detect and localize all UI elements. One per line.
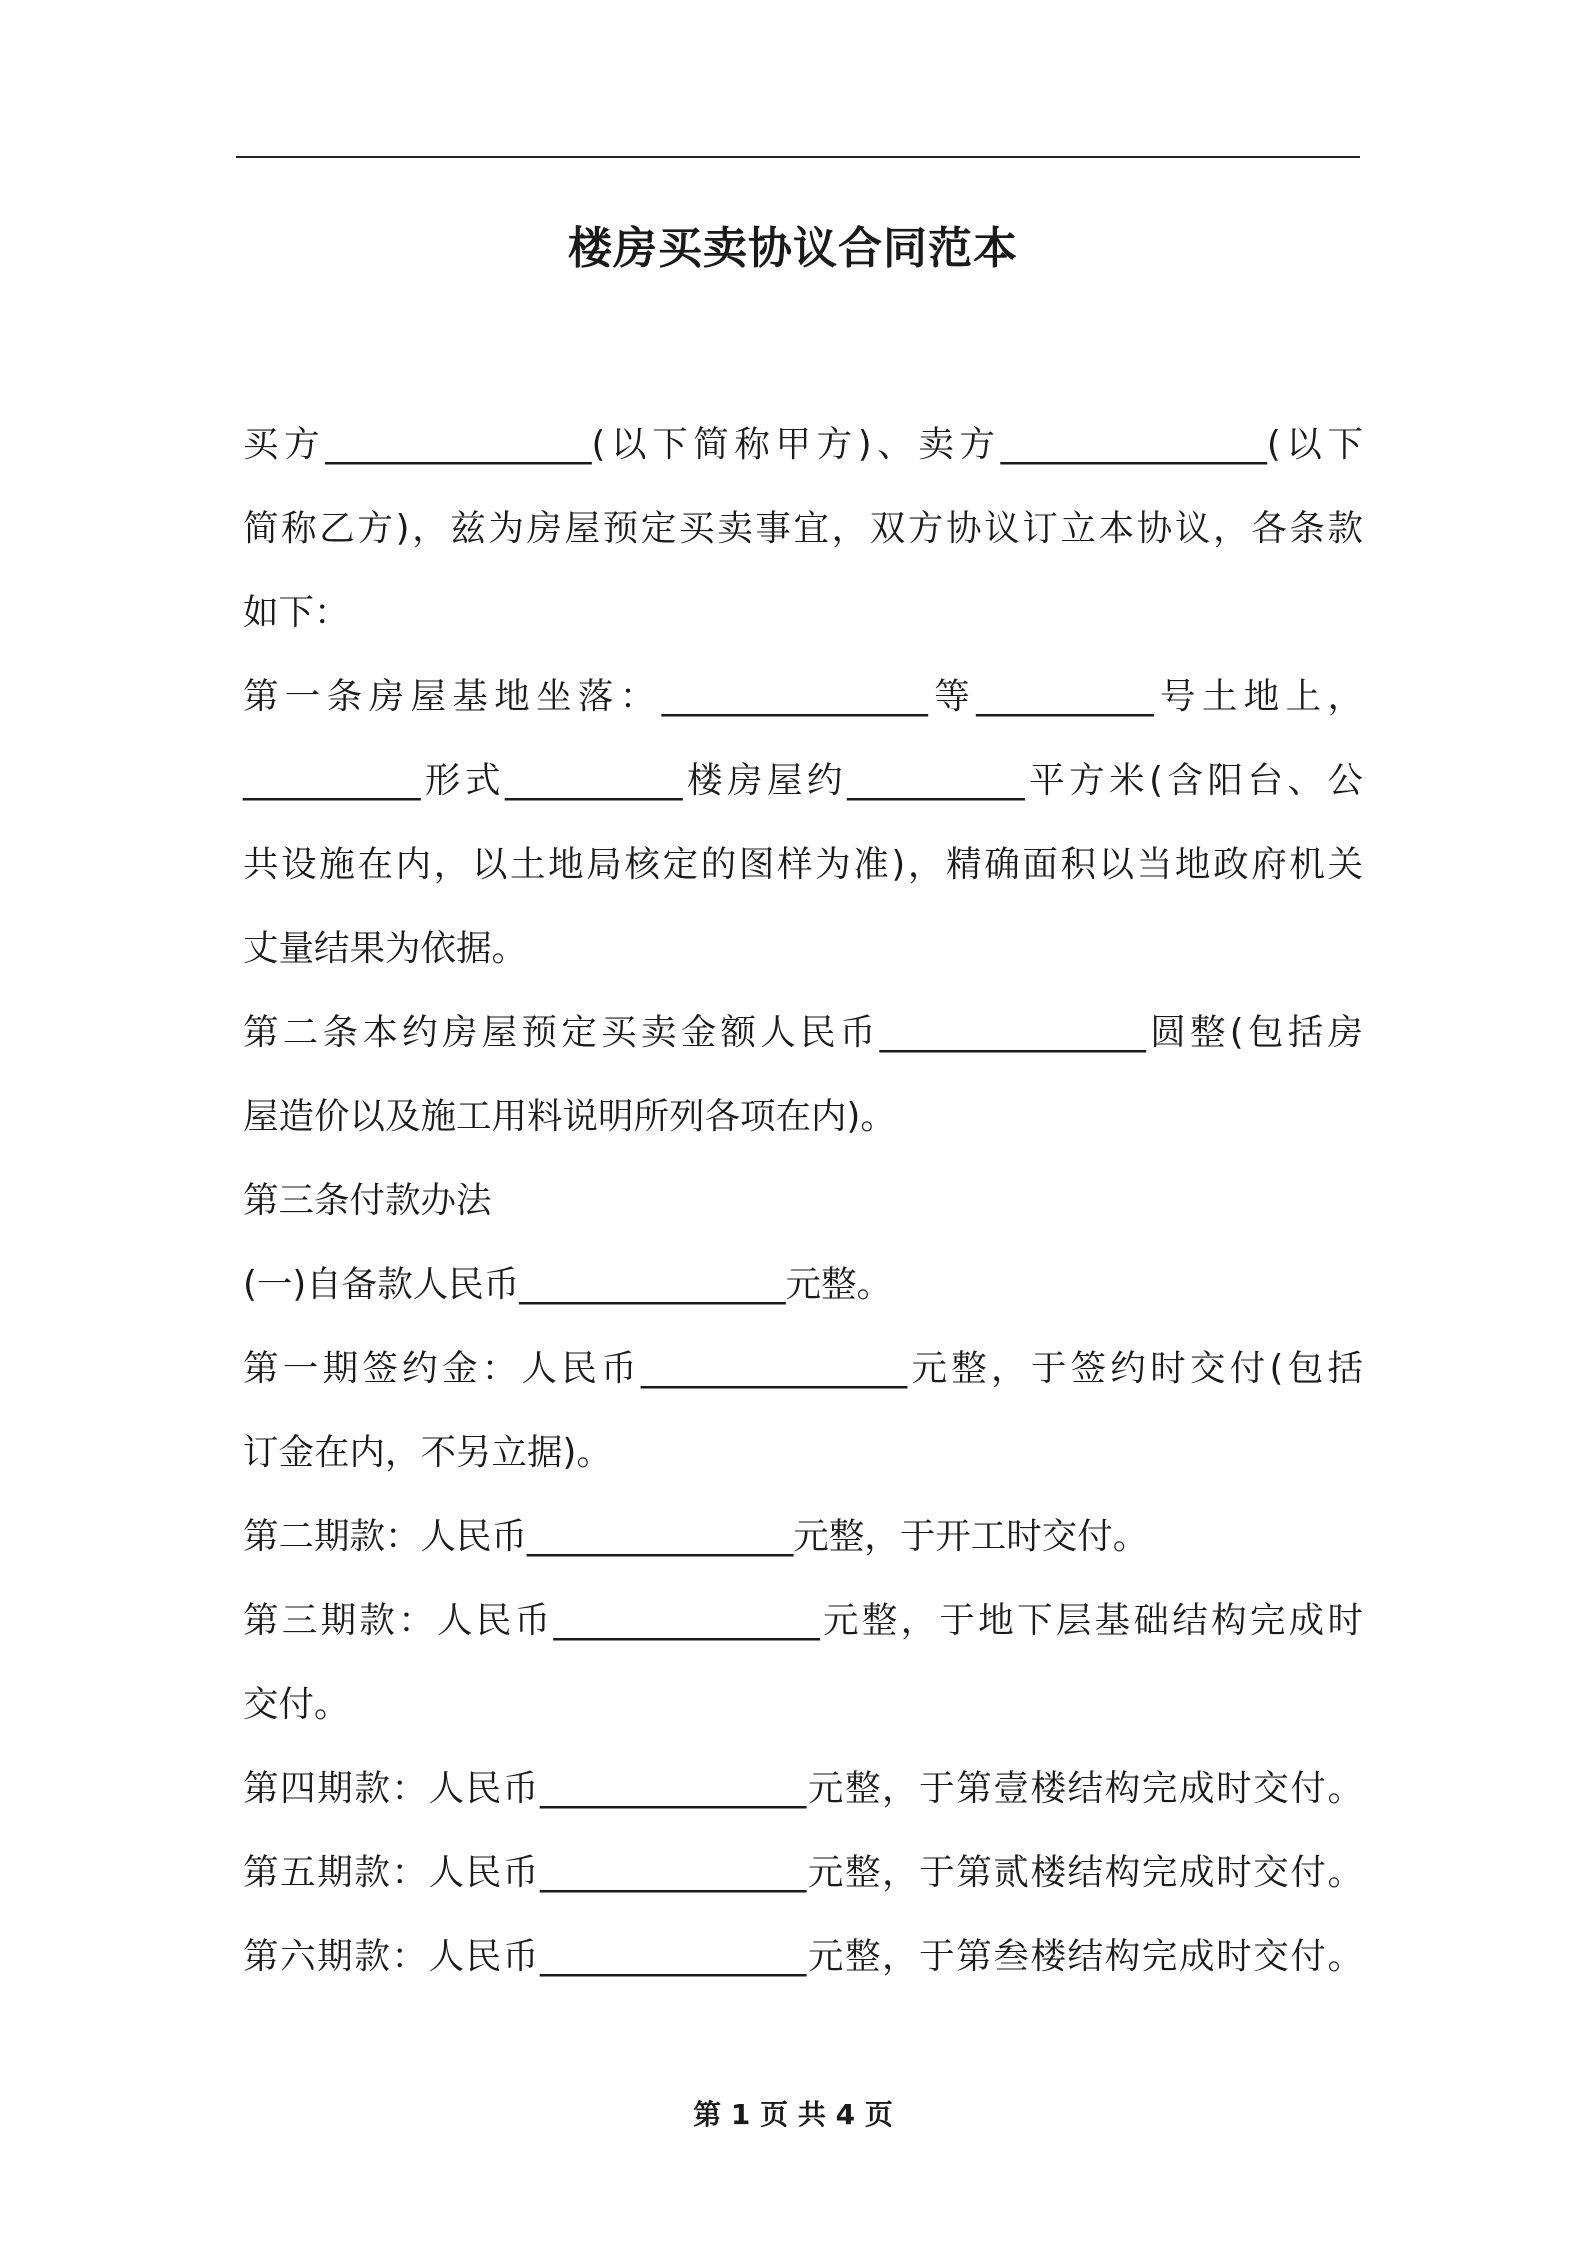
page-number: 第 1 页 共 4 页 — [693, 2098, 893, 2131]
text-line: 丈量结果为依据。 — [243, 928, 528, 969]
text-line: 第二期款：人民币_______________元整，于开工时交付。 — [243, 1516, 1149, 1557]
text-line: 屋造价以及施工用料说明所列各项在内)。 — [243, 1096, 896, 1137]
text-line: 第六期款：人民币_______________元整，于第叁楼结构完成时交付。 — [243, 1936, 1363, 1977]
text-line: 第二条本约房屋预定买卖金额人民币_______________圆整(包括房 — [243, 1012, 1363, 1053]
text-line: 第四期款：人民币_______________元整，于第壹楼结构完成时交付。 — [243, 1768, 1363, 1809]
text-line: 买方_______________(以下简称甲方)、卖方_______________(以下 — [243, 424, 1363, 465]
text-line: __________形式__________楼房屋约__________平方米(含阳台、公 — [243, 760, 1363, 801]
text-line: (一)自备款人民币_______________元整。 — [243, 1264, 892, 1305]
text-line: 简称乙方)，兹为房屋预定买卖事宜，双方协议订立本协议，各条款 — [243, 508, 1363, 549]
text-line: 第一条房屋基地坐落：_______________等__________号土地上， — [243, 676, 1363, 717]
text-line: 交付。 — [243, 1684, 350, 1725]
document-title: 楼房买卖协议合同范本 — [568, 223, 1018, 274]
text-line: 第三期款：人民币_______________元整，于地下层基础结构完成时 — [243, 1600, 1363, 1641]
text-line: 订金在内，不另立据)。 — [243, 1432, 612, 1473]
text-line: 第三条付款办法 — [243, 1180, 492, 1221]
text-line: 第一期签约金：人民币_______________元整，于签约时交付(包括 — [243, 1348, 1363, 1389]
document-body — [243, 403, 1363, 1999]
header-rule — [236, 156, 1360, 158]
text-line: 第五期款：人民币_______________元整，于第贰楼结构完成时交付。 — [243, 1852, 1363, 1893]
text-line: 如下： — [243, 592, 350, 633]
text-line: 共设施在内，以土地局核定的图样为准)，精确面积以当地政府机关 — [243, 844, 1363, 885]
